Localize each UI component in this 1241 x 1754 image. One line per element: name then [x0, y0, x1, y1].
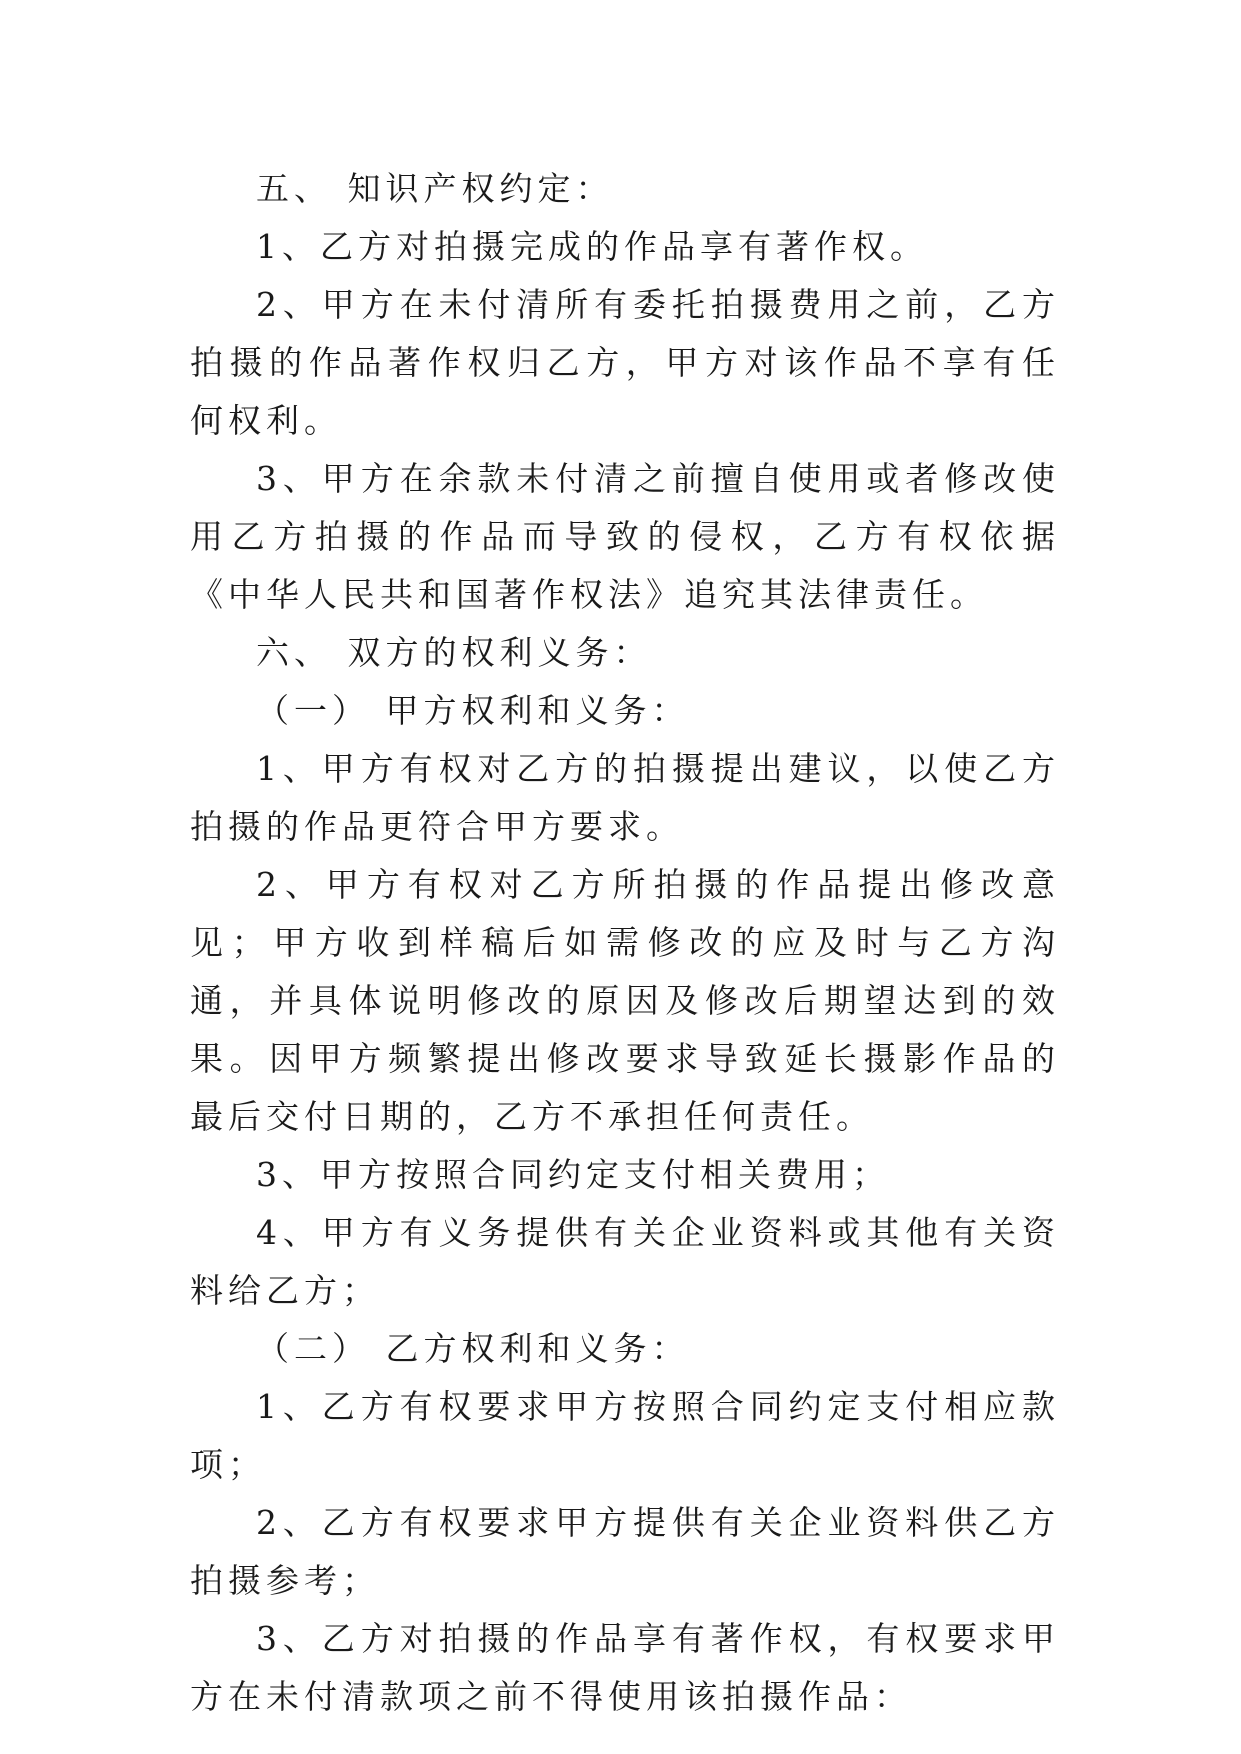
subsection-heading-party-a: （一） 甲方权利和义务：	[256, 691, 690, 730]
clause-paragraph: 1、乙方有权要求甲方按照合同约定支付相应款项；	[190, 1387, 1060, 1484]
clause-paragraph: 4、甲方有义务提供有关企业资料或其他有关资料给乙方；	[190, 1213, 1060, 1310]
clause-paragraph: 2、乙方有权要求甲方提供有关企业资料供乙方拍摄参考；	[190, 1503, 1060, 1600]
subsection-heading-party-b: （二） 乙方权利和义务：	[256, 1329, 690, 1368]
section-heading-ip: 五、 知识产权约定：	[256, 169, 614, 208]
clause-paragraph: 3、甲方在余款未付清之前擅自使用或者修改使用乙方拍摄的作品而导致的侵权，乙方有权依据《中华人民共和国著作权法》追究其法律责任。	[190, 459, 1060, 614]
clause-paragraph: 3、甲方按照合同约定支付相关费用；	[256, 1155, 890, 1194]
clause-paragraph: 2、甲方有权对乙方所拍摄的作品提出修改意见；甲方收到样稿后如需修改的应及时与乙方沟通，并具体说明修改的原因及修改后期望达到的效果。因甲方频繁提出修改要求导致延长摄影作品的最后交付日期的，乙方不承担任何责任。	[190, 865, 1060, 1136]
clause-paragraph: 3、乙方对拍摄的作品享有著作权，有权要求甲方在未付清款项之前不得使用该拍摄作品：	[190, 1619, 1060, 1716]
document-body	[190, 160, 1060, 1726]
clause-paragraph: 1、乙方对拍摄完成的作品享有著作权。	[256, 227, 928, 266]
clause-paragraph: 1、甲方有权对乙方的拍摄提出建议，以使乙方拍摄的作品更符合甲方要求。	[190, 749, 1060, 846]
clause-paragraph: 2、甲方在未付清所有委托拍摄费用之前，乙方拍摄的作品著作权归乙方，甲方对该作品不享有任何权利。	[190, 285, 1060, 440]
section-heading-rights-obligations: 六、 双方的权利义务：	[256, 633, 652, 672]
